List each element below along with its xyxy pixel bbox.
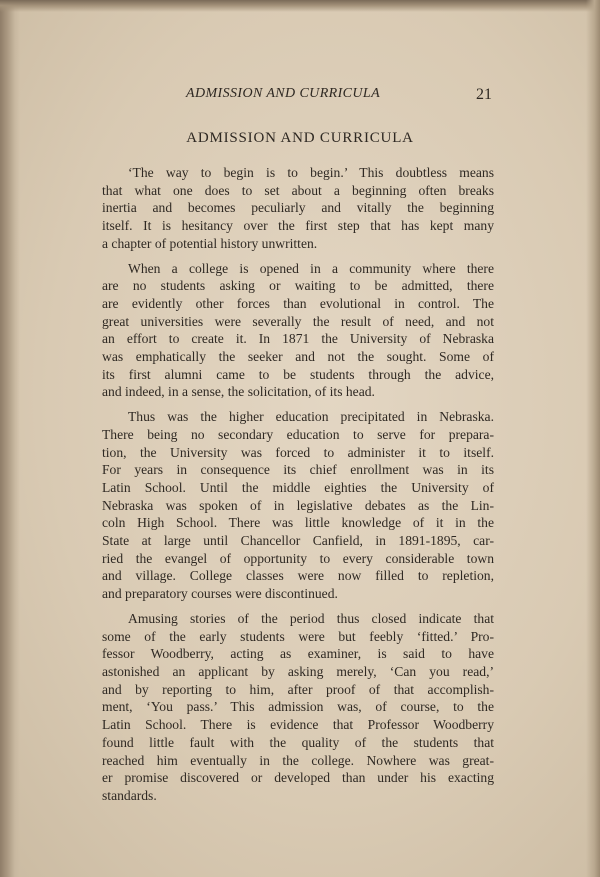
text-line: inertia and becomes peculiarly and vitally the beginning	[102, 200, 494, 216]
text-line: reached him eventually in the college. Nowhere was great-	[102, 752, 494, 768]
paragraph	[102, 408, 494, 603]
body-text	[102, 164, 494, 812]
text-line: that what one does to set about a beginning often breaks	[102, 182, 494, 198]
text-line: Nebraska was spoken of in legislative debates as the Lin-	[102, 497, 494, 513]
page-right-edge	[586, 0, 600, 877]
text-line: There being no secondary education to serve for prepara-	[102, 426, 494, 442]
text-line: Latin School. Until the middle eighties the University of	[102, 479, 494, 495]
text-line: its first alumni came to be students through the advice,	[102, 366, 494, 382]
text-line: found little fault with the quality of the students that	[102, 734, 494, 750]
text-line: er promise discovered or developed than under his exacting	[102, 770, 494, 786]
text-line: itself. It is hesitancy over the first step that has kept many	[102, 218, 494, 234]
text-line: tion, the University was forced to administer it to itself.	[102, 444, 494, 460]
chapter-title: ADMISSION AND CURRICULA	[186, 130, 414, 146]
text-line: Latin School. There is evidence that Professor Woodberry	[102, 717, 494, 733]
page-top-edge	[0, 0, 600, 12]
text-line: ment, ‘You pass.’ This admission was, of course, to the	[102, 699, 494, 715]
running-head-title: ADMISSION AND CURRICULA	[186, 86, 381, 101]
text-line: some of the early students were but feebly ‘fitted.’ Pro-	[102, 628, 494, 644]
text-line: Thus was the higher education precipitated in Nebraska.	[128, 409, 494, 425]
text-line: For years in consequence its chief enrollment was in its	[102, 462, 494, 478]
paragraph	[102, 164, 494, 253]
text-line: and indeed, in a sense, the solicitation, of its head.	[102, 384, 375, 400]
text-line: was emphatically the seeker and not the sought. Some of	[102, 349, 494, 365]
paragraph	[102, 260, 494, 402]
text-line: are evidently other forces than evolutional in control. The	[102, 295, 494, 311]
text-line: and preparatory courses were discontinued.	[102, 586, 338, 602]
text-line: State at large until Chancellor Canfield, in 1891-1895, car-	[102, 533, 494, 549]
text-line: coln High School. There was little knowledge of it in the	[102, 515, 494, 531]
running-head	[0, 86, 600, 108]
text-line: fessor Woodberry, acting as examiner, is said to have	[102, 646, 494, 662]
page-number: 21	[476, 86, 492, 103]
paragraph	[102, 610, 494, 805]
text-line: Amusing stories of the period thus closed indicate that	[128, 610, 494, 626]
text-line: and by reporting to him, after proof of that accomplish-	[102, 681, 494, 697]
text-line: astonished an applicant by asking merely, ‘Can you read,’	[102, 663, 494, 679]
text-line: a chapter of potential history unwritten.	[102, 235, 318, 251]
text-line: great universities were severally the result of need, and not	[102, 313, 494, 329]
text-line: and village. College classes were now filled to repletion,	[102, 568, 494, 584]
text-line: are no students asking or waiting to be admitted, there	[102, 278, 494, 294]
text-line: ried the evangel of opportunity to every considerable town	[102, 550, 494, 566]
text-line: When a college is opened in a community where there	[128, 260, 494, 276]
page-spine-shadow	[0, 0, 20, 877]
text-line: standards.	[102, 787, 157, 803]
text-line: ‘The way to begin is to begin.’ This doubtless means	[128, 165, 494, 180]
text-line: an effort to create it. In 1871 the University of Nebraska	[102, 331, 494, 347]
